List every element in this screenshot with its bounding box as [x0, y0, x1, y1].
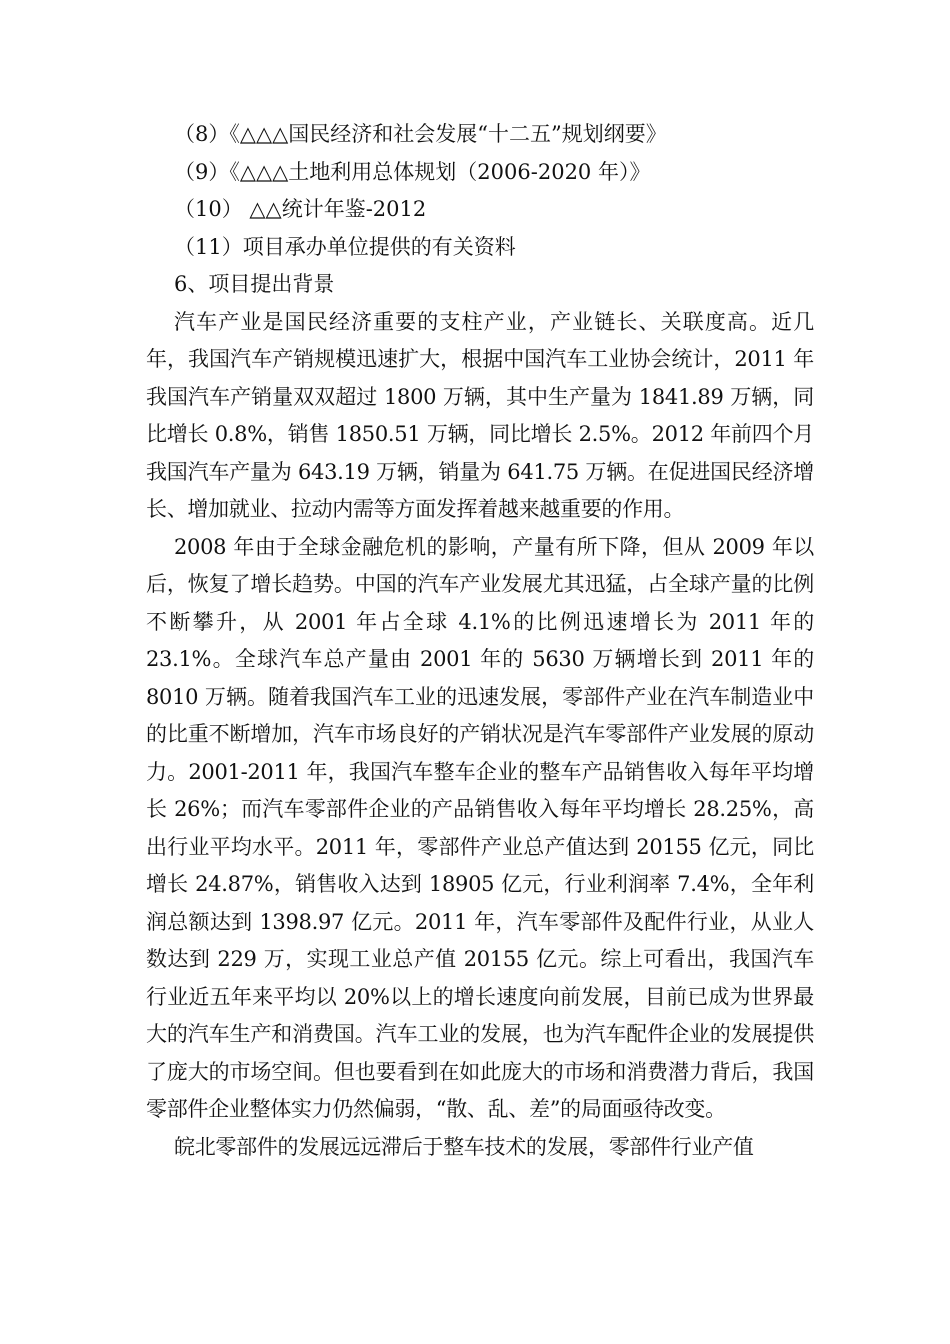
paragraph-wanbei: 皖北零部件的发展远远滞后于整车技术的发展，零部件行业产值 — [174, 1134, 754, 1159]
section-heading: 6、项目提出背景 — [174, 272, 335, 296]
document-body — [146, 116, 814, 1166]
reference-item-10: （10） △△统计年鉴-2012 — [174, 197, 427, 221]
reference-item-9: （9）《△△△土地利用总体规划（2006-2020 年）》 — [174, 159, 651, 184]
reference-item-11: （11）项目承办单位提供的有关资料 — [174, 234, 516, 259]
reference-item-8: （8）《△△△国民经济和社会发展“十二五”规划纲要》 — [174, 122, 667, 146]
paragraph-growth-trend: 2008 年由于全球金融危机的影响，产量有所下降，但从 2009 年以后，恢复了增长趋势。中国的汽车产业发展尤其迅猛，占全球产量的比例不断攀升，从 2001 年占全球 4.1%的比例迅速增长为 2011 年的 23.1%。全球汽车总产量由 2001 年的 5630 万辆增长到 2011 年的 8010 万辆。随着我国汽车工业的迅速发展，零部件产业在汽车制造业中的比重不断增加，汽车市场良好的产销状况是汽车零部件产业发展的原动力。2001-2011 年，我国汽车整车企业的整车产品销售收入每年平均增长 26%；而汽车零部件企业的产品销售收入每年平均增长 28.25%，高出行业平均水平。2011 年，零部件产业总产值达到 20155 亿元，同比增长 24.87%，销售收入达到 18905 亿元，行业利润率 7.4%，全年利润总额达到 1398.97 亿元。2011 年，汽车零部件及配件行业，从业人数达到 229 万，实现工业总产值 20155 亿元。综上可看出，我国汽车行业近五年来平均以 20%以上的增长速度向前发展，目前已成为世界最大的汽车生产和消费国。汽车工业的发展，也为汽车配件企业的发展提供了庞大的市场空间。但也要看到在如此庞大的市场和消费潜力背后，我国零部件企业整体实力仍然偏弱，“散、乱、差”的局面亟待改变。 — [146, 534, 814, 1121]
paragraph-industry-overview: 汽车产业是国民经济重要的支柱产业，产业链长、关联度高。近几年，我国汽车产销规模迅速扩大，根据中国汽车工业协会统计，2011 年我国汽车产销量双双超过 1800 万辆，其中生产量为 1841.89 万辆，同比增长 0.8%，销售 1850.51 万辆，同比增长 2.5%。2012 年前四个月我国汽车产量为 643.19 万辆，销量为 641.75 万辆。在促进国民经济增长、增加就业、拉动内需等方面发挥着越来越重要的作用。 — [146, 309, 814, 521]
